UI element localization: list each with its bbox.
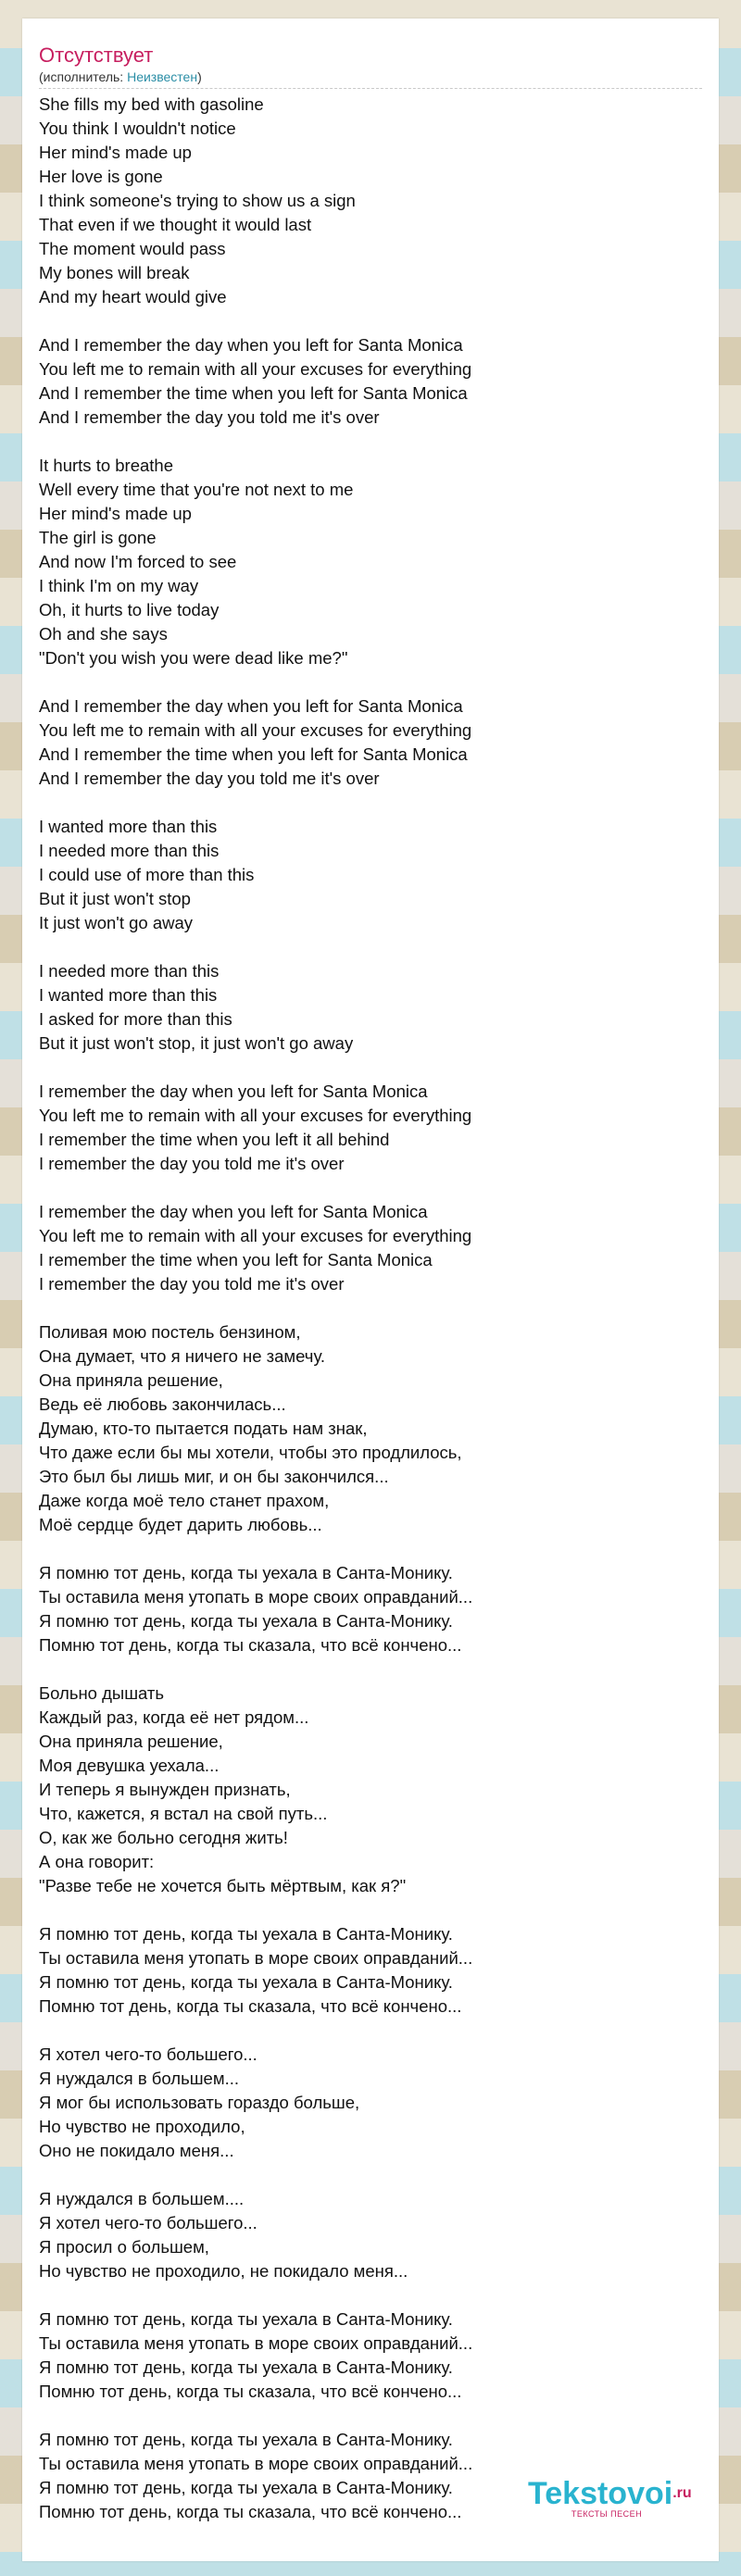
lyric-line: Я помню тот день, когда ты уехала в Санта-Монику. [39, 1611, 453, 1631]
lyric-line: It hurts to breathe [39, 456, 174, 475]
lyric-line: Oh and she says [39, 624, 168, 644]
lyric-line: Но чувство не проходило, не покидало меня... [39, 2261, 408, 2281]
lyric-line: Я помню тот день, когда ты уехала в Санта-Монику. [39, 1924, 453, 1944]
lyric-line: I remember the time when you left for Santa Monica [39, 1250, 433, 1269]
lyrics-text [39, 93, 702, 2524]
stanza-break [39, 309, 702, 333]
lyric-line: I remember the time when you left it all behind [39, 1130, 390, 1149]
lyric-line: Ты оставила меня утопать в море своих оправданий... [39, 1587, 473, 1607]
stanza-break [39, 1296, 702, 1320]
lyric-line: Her mind's made up [39, 504, 192, 523]
lyric-line: But it just won't stop, it just won't go away [39, 1033, 354, 1053]
stanza-break [39, 430, 702, 454]
lyric-line: My bones will break [39, 263, 190, 282]
stanza-break [39, 670, 702, 694]
lyric-line: Ты оставила меня утопать в море своих оправданий... [39, 1948, 473, 1968]
lyric-line: Моя девушка уехала... [39, 1756, 220, 1775]
lyric-line: Her love is gone [39, 167, 163, 186]
lyric-line: Каждый раз, когда её нет рядом... [39, 1707, 309, 1727]
lyric-line: I needed more than this [39, 961, 220, 981]
lyric-line: Ты оставила меня утопать в море своих оправданий... [39, 2454, 473, 2473]
lyric-line: I remember the day you told me it's over [39, 1274, 345, 1294]
lyric-line: Я нуждался в большем.... [39, 2189, 245, 2208]
lyric-line: And I remember the time when you left for Santa Monica [39, 383, 468, 403]
stanza-break [39, 935, 702, 959]
lyric-line: О, как же больно сегодня жить! [39, 1828, 288, 1847]
lyric-line: But it just won't stop [39, 889, 191, 908]
lyric-line: The moment would pass [39, 239, 226, 258]
lyric-line: Her mind's made up [39, 143, 192, 162]
lyric-line: And I remember the day when you left for Santa Monica [39, 335, 463, 355]
lyric-line: That even if we thought it would last [39, 215, 312, 234]
lyric-line: Я хотел чего-то большего... [39, 2213, 257, 2232]
lyric-line: I wanted more than this [39, 817, 218, 836]
lyric-line: Oh, it hurts to live today [39, 600, 220, 619]
lyric-line: And I remember the day you told me it's over [39, 769, 380, 788]
stanza-break [39, 2404, 702, 2428]
stanza-break [39, 1898, 702, 1922]
lyric-line: Я мог бы использовать гораздо больше, [39, 2093, 360, 2112]
lyric-line: I think someone's trying to show us a sign [39, 191, 356, 210]
lyric-line: Помню тот день, когда ты сказала, что всё кончено... [39, 2382, 462, 2401]
lyric-line: Я помню тот день, когда ты уехала в Санта-Монику. [39, 2309, 453, 2329]
lyric-line: Оно не покидало меня... [39, 2141, 234, 2160]
lyric-line: You left me to remain with all your excuses for everything [39, 359, 472, 379]
lyric-line: I wanted more than this [39, 985, 218, 1005]
lyric-line: Я просил о большем, [39, 2237, 209, 2257]
lyric-line: Помню тот день, когда ты сказала, что всё кончено... [39, 1996, 462, 2016]
lyric-line: Поливая мою постель бензином, [39, 1322, 301, 1342]
lyric-line: Я помню тот день, когда ты уехала в Санта-Монику. [39, 1563, 453, 1582]
title-divider [39, 88, 702, 89]
lyric-line: I asked for more than this [39, 1009, 232, 1029]
site-logo[interactable] [528, 2476, 713, 2519]
lyric-line: I needed more than this [39, 841, 220, 860]
stanza-break [39, 1537, 702, 1561]
lyric-line: А она говорит: [39, 1852, 155, 1871]
stanza-break [39, 1657, 702, 1682]
stanza-break [39, 1056, 702, 1080]
byline-prefix: (исполнитель: [39, 69, 128, 84]
lyric-line: You left me to remain with all your excuses for everything [39, 1226, 472, 1245]
lyric-line: Больно дышать [39, 1683, 165, 1703]
lyric-line: I remember the day you told me it's over [39, 1154, 345, 1173]
lyric-line: Я помню тот день, когда ты уехала в Санта-Монику. [39, 2357, 453, 2377]
lyric-line: Ты оставила меня утопать в море своих оправданий... [39, 2333, 473, 2353]
lyric-line: You left me to remain with all your excuses for everything [39, 720, 472, 740]
stanza-break [39, 1176, 702, 1200]
lyrics-card [22, 19, 719, 2561]
lyric-line: Она приняла решение, [39, 1732, 223, 1751]
lyric-line: Ведь её любовь закончилась... [39, 1394, 286, 1414]
lyric-line: "Don't you wish you were dead like me?" [39, 648, 348, 668]
stanza-break [39, 791, 702, 815]
lyric-line: She fills my bed with gasoline [39, 94, 264, 114]
lyric-line: Я помню тот день, когда ты уехала в Санта-Монику. [39, 2430, 453, 2449]
byline-suffix: ) [197, 69, 202, 84]
lyric-line: Что, кажется, я встал на свой путь... [39, 1804, 328, 1823]
lyric-line: And I remember the day you told me it's over [39, 407, 380, 427]
lyric-line: I think I'm on my way [39, 576, 199, 595]
lyric-line: Well every time that you're not next to me [39, 480, 354, 499]
lyric-line: And I remember the time when you left for Santa Monica [39, 744, 468, 764]
lyric-line: Даже когда моё тело станет прахом, [39, 1491, 330, 1510]
lyric-line: Моё сердце будет дарить любовь... [39, 1515, 322, 1534]
lyric-line: Она думает, что я ничего не замечу. [39, 1346, 325, 1366]
lyric-line: Что даже если бы мы хотели, чтобы это продлилось, [39, 1443, 462, 1462]
lyric-line: And my heart would give [39, 287, 227, 306]
lyric-line: And I remember the day when you left for Santa Monica [39, 696, 463, 716]
lyric-line: The girl is gone [39, 528, 157, 547]
stanza-break [39, 2019, 702, 2043]
lyric-line: I remember the day when you left for Santa Monica [39, 1082, 428, 1101]
lyric-line: Я помню тот день, когда ты уехала в Санта-Монику. [39, 2478, 453, 2497]
lyric-line: Это был бы лишь миг, и он бы закончился... [39, 1467, 389, 1486]
logo-wordmark: Tekstovoi$^{.ru}$ [528, 2476, 692, 2511]
lyric-line: You think I wouldn't notice [39, 119, 236, 138]
lyric-line: Я хотел чего-то большего... [39, 2045, 257, 2064]
lyric-line: Она приняла решение, [39, 1370, 223, 1390]
lyric-line: Но чувство не проходило, [39, 2117, 245, 2136]
lyric-line: Я нуждался в большем... [39, 2069, 239, 2088]
artist-link[interactable]: Неизвестен [127, 69, 198, 84]
lyric-line: And now I'm forced to see [39, 552, 237, 571]
lyric-line: "Разве тебе не хочется быть мёртвым, как я?" [39, 1876, 407, 1895]
lyric-line: Помню тот день, когда ты сказала, что всё кончено... [39, 1635, 462, 1655]
logo-tagline: ТЕКСТЫ ПЕСЕН [571, 2509, 643, 2519]
lyric-line: You left me to remain with all your excuses for everything [39, 1106, 472, 1125]
artist-byline [39, 69, 202, 85]
lyric-line: I remember the day when you left for Santa Monica [39, 1202, 428, 1221]
lyric-line: Я помню тот день, когда ты уехала в Санта-Монику. [39, 1972, 453, 1992]
lyric-line: Помню тот день, когда ты сказала, что всё кончено... [39, 2502, 462, 2521]
lyric-line: И теперь я вынужден признать, [39, 1780, 291, 1799]
lyric-line: I could use of more than this [39, 865, 255, 884]
lyric-line: Думаю, кто-то пытается подать нам знак, [39, 1419, 368, 1438]
stanza-break [39, 2283, 702, 2307]
stanza-break [39, 2163, 702, 2187]
song-title: Отсутствует [39, 44, 154, 67]
lyric-line: It just won't go away [39, 913, 194, 932]
